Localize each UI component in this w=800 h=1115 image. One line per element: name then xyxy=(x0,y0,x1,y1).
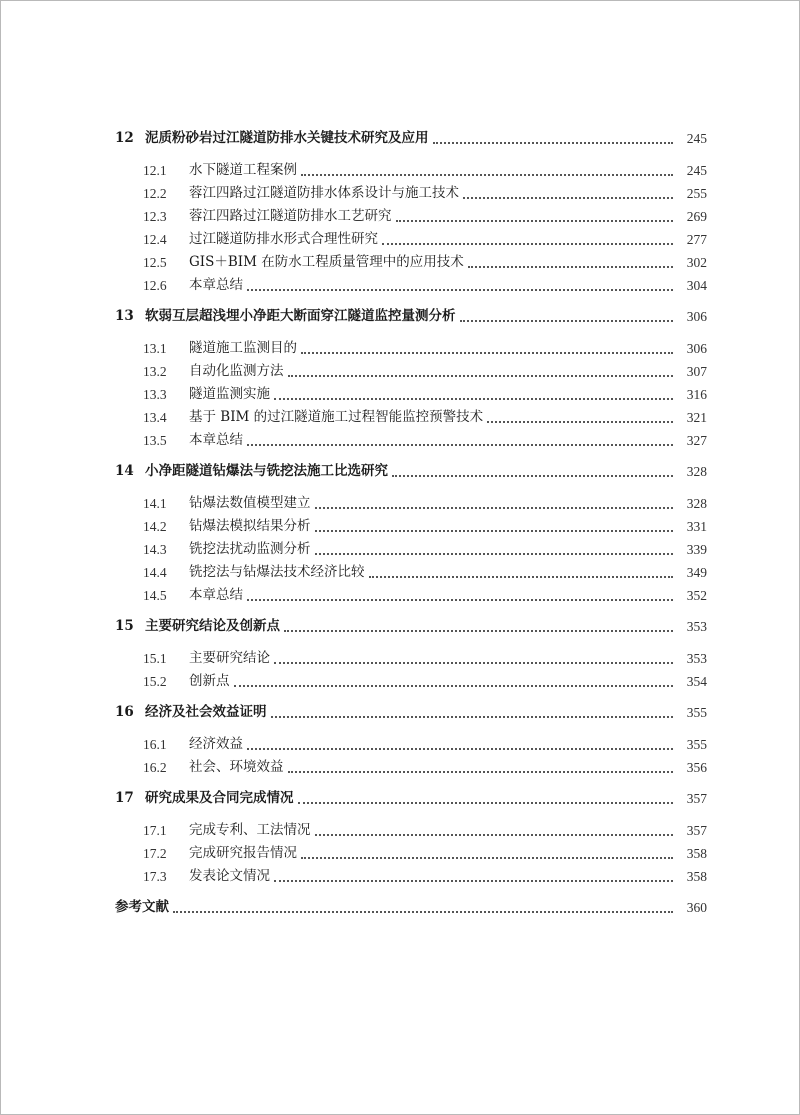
section-page-number: 358 xyxy=(686,869,707,884)
dot-leader xyxy=(396,220,674,222)
dot-leader xyxy=(288,375,674,377)
section-group-15 xyxy=(115,647,707,693)
section-entry[interactable] xyxy=(115,492,707,515)
section-entry[interactable] xyxy=(115,182,707,205)
chapter-title: 小净距隧道钻爆法与铣挖法施工比选研究 xyxy=(145,463,388,479)
section-title: 本章总结 xyxy=(189,277,243,293)
section-number: 14.4 xyxy=(143,565,167,580)
section-page-number: 306 xyxy=(686,341,707,356)
section-title: 铣挖法扰动监测分析 xyxy=(189,541,311,557)
chapter-title: 泥质粉砂岩过江隧道防排水关键技术研究及应用 xyxy=(145,130,429,146)
section-title: 基于 BIM 的过江隧道施工过程智能监控预警技术 xyxy=(189,409,484,425)
section-entry[interactable] xyxy=(115,274,707,297)
section-title: 发表论文情况 xyxy=(189,868,270,884)
dot-leader xyxy=(315,507,674,509)
dot-leader xyxy=(315,834,674,836)
section-entry[interactable] xyxy=(115,251,707,274)
section-entry[interactable] xyxy=(115,337,707,360)
section-title: 水下隧道工程案例 xyxy=(189,162,297,178)
section-page-number: 255 xyxy=(686,186,707,201)
section-entry[interactable] xyxy=(115,647,707,670)
section-number: 16.1 xyxy=(143,737,167,752)
section-title: 钻爆法数值模型建立 xyxy=(189,495,311,511)
section-page-number: 349 xyxy=(686,565,707,580)
section-number: 14.3 xyxy=(143,542,167,557)
section-number: 13.1 xyxy=(143,341,167,356)
section-title: 隧道施工监测目的 xyxy=(189,340,297,356)
dot-leader xyxy=(301,174,673,176)
chapter-title: 经济及社会效益证明 xyxy=(145,704,267,720)
dot-leader xyxy=(382,243,673,245)
section-number: 13.3 xyxy=(143,387,167,402)
section-title: 本章总结 xyxy=(189,587,243,603)
section-title: 过江隧道防排水形式合理性研究 xyxy=(189,231,378,247)
section-entry[interactable] xyxy=(115,383,707,406)
chapter-page-number: 355 xyxy=(686,705,707,720)
dot-leader xyxy=(284,630,673,632)
chapter-entry-17[interactable] xyxy=(115,787,707,810)
section-entry[interactable] xyxy=(115,429,707,452)
section-group-17 xyxy=(115,819,707,888)
dot-leader xyxy=(463,197,673,199)
section-page-number: 339 xyxy=(686,542,707,557)
chapter-number: 14 xyxy=(115,463,134,479)
section-number: 13.4 xyxy=(143,410,167,425)
section-entry[interactable] xyxy=(115,733,707,756)
section-title: 隧道监测实施 xyxy=(189,386,270,402)
section-page-number: 358 xyxy=(686,846,707,861)
chapter-entry-13[interactable] xyxy=(115,305,707,328)
section-page-number: 245 xyxy=(686,163,707,178)
section-entry[interactable] xyxy=(115,584,707,607)
dot-leader xyxy=(274,662,673,664)
dot-leader xyxy=(433,142,674,144)
chapter-page-number: 245 xyxy=(686,131,707,146)
dot-leader xyxy=(274,398,673,400)
references-entry[interactable] xyxy=(115,896,707,919)
section-page-number: 331 xyxy=(686,519,707,534)
chapter-page-number: 353 xyxy=(686,619,707,634)
chapter-entry-12[interactable] xyxy=(115,127,707,150)
dot-leader xyxy=(274,880,673,882)
section-entry[interactable] xyxy=(115,756,707,779)
section-title: 完成研究报告情况 xyxy=(189,845,297,861)
section-number: 17.2 xyxy=(143,846,167,861)
section-entry[interactable] xyxy=(115,205,707,228)
dot-leader xyxy=(247,599,673,601)
dot-leader xyxy=(460,320,674,322)
dot-leader xyxy=(315,553,674,555)
section-page-number: 327 xyxy=(686,433,707,448)
section-number: 12.4 xyxy=(143,232,167,247)
chapter-page-number: 357 xyxy=(686,791,707,806)
section-group-13 xyxy=(115,337,707,452)
section-number: 14.2 xyxy=(143,519,167,534)
chapter-title: 研究成果及合同完成情况 xyxy=(145,790,294,806)
section-entry[interactable] xyxy=(115,515,707,538)
chapter-number: 16 xyxy=(115,704,134,720)
section-number: 12.2 xyxy=(143,186,167,201)
section-number: 12.6 xyxy=(143,278,167,293)
section-page-number: 355 xyxy=(686,737,707,752)
section-entry[interactable] xyxy=(115,561,707,584)
chapter-number: 15 xyxy=(115,618,134,634)
section-number: 14.1 xyxy=(143,496,167,511)
dot-leader xyxy=(468,266,673,268)
section-entry[interactable] xyxy=(115,538,707,561)
section-title: 创新点 xyxy=(189,673,230,689)
chapter-entry-15[interactable] xyxy=(115,615,707,638)
chapter-entry-16[interactable] xyxy=(115,701,707,724)
section-number: 15.2 xyxy=(143,674,167,689)
section-page-number: 269 xyxy=(686,209,707,224)
table-of-contents xyxy=(115,127,707,919)
section-number: 14.5 xyxy=(143,588,167,603)
dot-leader xyxy=(301,352,673,354)
section-number: 15.1 xyxy=(143,651,167,666)
section-title: 铣挖法与钻爆法技术经济比较 xyxy=(189,564,365,580)
chapter-title: 软弱互层超浅埋小净距大断面穿江隧道监控量测分析 xyxy=(145,308,456,324)
section-entry[interactable] xyxy=(115,228,707,251)
dot-leader xyxy=(271,716,674,718)
chapter-page-number: 328 xyxy=(686,464,707,479)
section-page-number: 354 xyxy=(686,674,707,689)
chapter-number: 13 xyxy=(115,308,134,324)
section-title: 钻爆法模拟结果分析 xyxy=(189,518,311,534)
section-entry[interactable] xyxy=(115,865,707,888)
chapter-entry-14[interactable] xyxy=(115,460,707,483)
section-group-12 xyxy=(115,159,707,297)
section-title: 社会、环境效益 xyxy=(189,759,284,775)
section-title: 蓉江四路过江隧道防排水体系设计与施工技术 xyxy=(189,185,459,201)
section-page-number: 352 xyxy=(686,588,707,603)
section-page-number: 316 xyxy=(686,387,707,402)
dot-leader xyxy=(315,530,674,532)
dot-leader xyxy=(247,748,673,750)
section-page-number: 302 xyxy=(686,255,707,270)
section-page-number: 328 xyxy=(686,496,707,511)
chapter-page-number: 306 xyxy=(686,309,707,324)
section-title: 本章总结 xyxy=(189,432,243,448)
section-title: 自动化监测方法 xyxy=(189,363,284,379)
section-group-14 xyxy=(115,492,707,607)
dot-leader xyxy=(298,802,674,804)
section-title: 经济效益 xyxy=(189,736,243,752)
dot-leader xyxy=(369,576,674,578)
dot-leader xyxy=(234,685,674,687)
section-number: 17.3 xyxy=(143,869,167,884)
section-entry[interactable] xyxy=(115,842,707,865)
section-page-number: 357 xyxy=(686,823,707,838)
dot-leader xyxy=(288,771,674,773)
section-title: 完成专利、工法情况 xyxy=(189,822,311,838)
chapter-number: 17 xyxy=(115,790,134,806)
section-group-16 xyxy=(115,733,707,779)
dot-leader xyxy=(487,421,673,423)
section-number: 12.5 xyxy=(143,255,167,270)
section-entry[interactable] xyxy=(115,819,707,842)
section-title: GIS＋BIM 在防水工程质量管理中的应用技术 xyxy=(189,254,464,270)
dot-leader xyxy=(247,289,673,291)
section-number: 13.2 xyxy=(143,364,167,379)
references-page-number: 360 xyxy=(686,900,707,915)
chapter-title: 主要研究结论及创新点 xyxy=(145,618,280,634)
section-number: 13.5 xyxy=(143,433,167,448)
section-page-number: 304 xyxy=(686,278,707,293)
section-title: 蓉江四路过江隧道防排水工艺研究 xyxy=(189,208,392,224)
section-entry[interactable] xyxy=(115,406,707,429)
dot-leader xyxy=(301,857,673,859)
references-title: 参考文献 xyxy=(115,899,169,915)
section-page-number: 353 xyxy=(686,651,707,666)
section-page-number: 356 xyxy=(686,760,707,775)
section-page-number: 321 xyxy=(686,410,707,425)
section-number: 12.1 xyxy=(143,163,167,178)
section-number: 12.3 xyxy=(143,209,167,224)
section-entry[interactable] xyxy=(115,159,707,182)
section-entry[interactable] xyxy=(115,360,707,383)
section-page-number: 307 xyxy=(686,364,707,379)
section-number: 16.2 xyxy=(143,760,167,775)
dot-leader xyxy=(392,475,673,477)
chapter-number: 12 xyxy=(115,130,134,146)
dot-leader xyxy=(247,444,673,446)
section-page-number: 277 xyxy=(686,232,707,247)
dot-leader xyxy=(173,911,673,913)
section-entry[interactable] xyxy=(115,670,707,693)
section-title: 主要研究结论 xyxy=(189,650,270,666)
section-number: 17.1 xyxy=(143,823,167,838)
